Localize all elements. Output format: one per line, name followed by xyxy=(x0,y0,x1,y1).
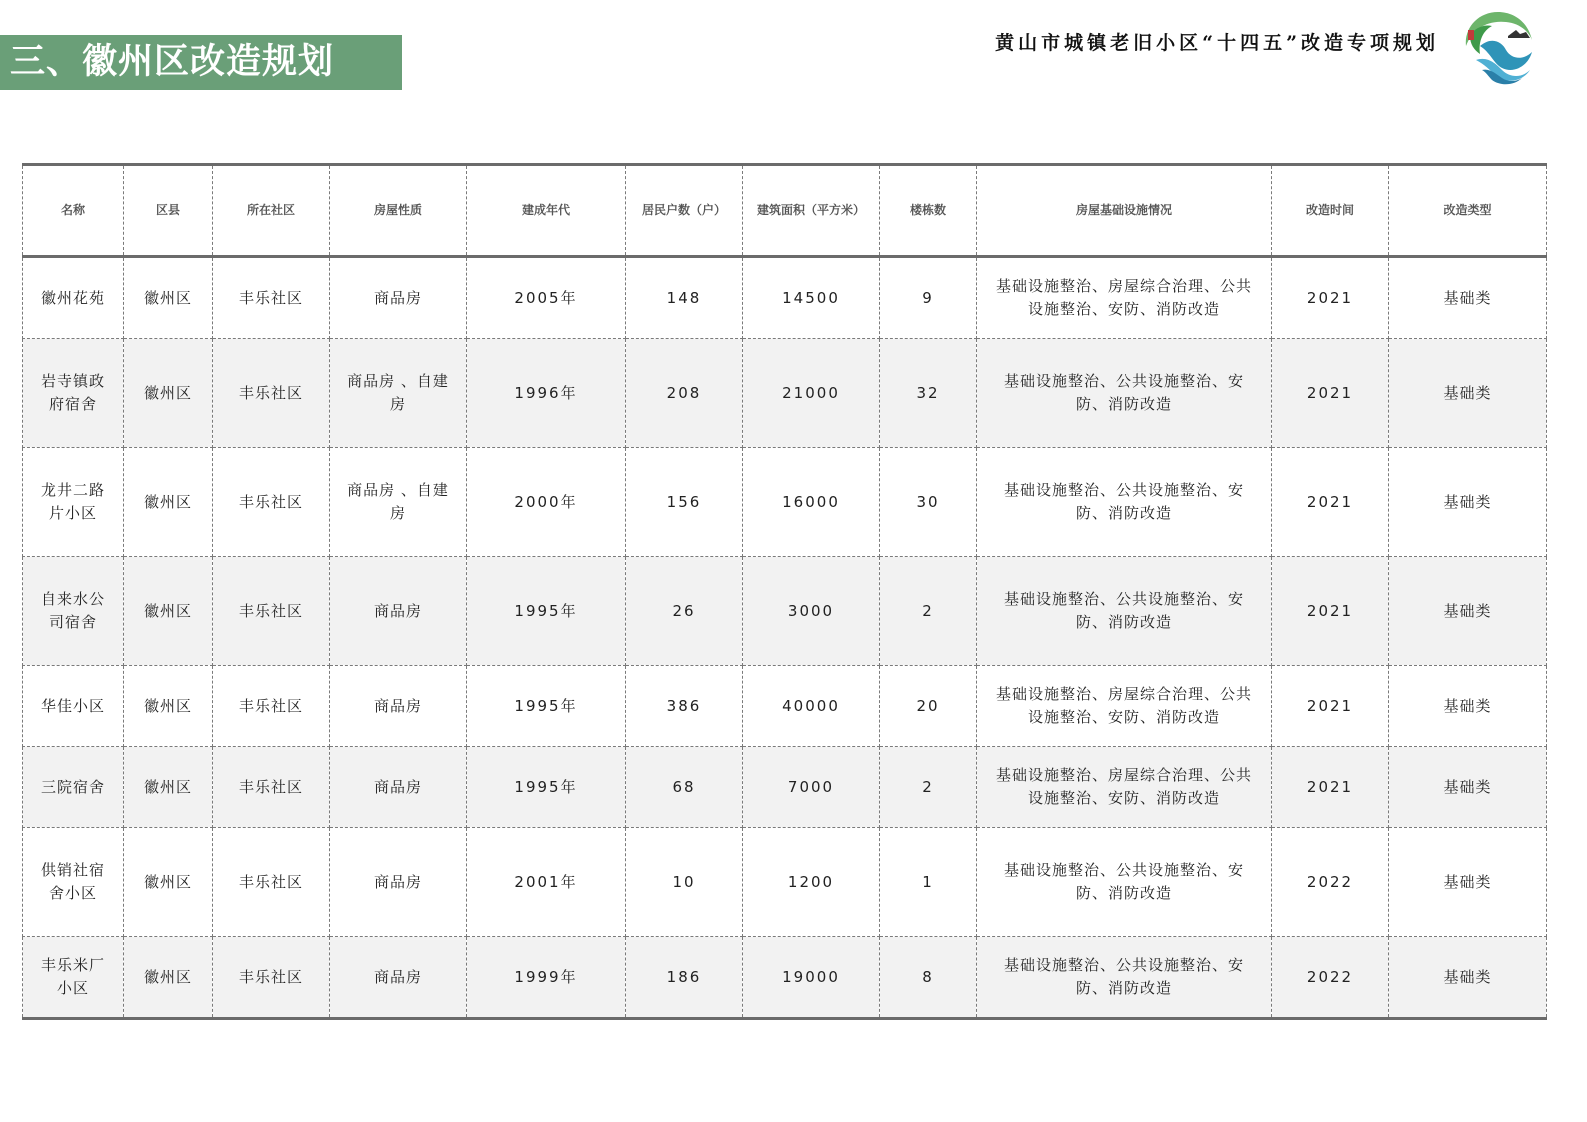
cell-housing-type: 商品房 xyxy=(330,937,467,1019)
cell-community: 丰乐社区 xyxy=(213,828,330,937)
column-header-housing-type: 房屋性质 xyxy=(330,165,467,257)
cell-building-count: 20 xyxy=(880,666,977,747)
cell-floor-area: 16000 xyxy=(743,448,880,557)
cell-name: 华佳小区 xyxy=(23,666,124,747)
column-header-floor-area: 建筑面积（平方米） xyxy=(743,165,880,257)
cell-households: 386 xyxy=(626,666,743,747)
cell-floor-area: 1200 xyxy=(743,828,880,937)
cell-housing-type: 商品房 xyxy=(330,666,467,747)
cell-community: 丰乐社区 xyxy=(213,257,330,339)
cell-facilities: 基础设施整治、公共设施整治、安防、消防改造 xyxy=(977,557,1272,666)
cell-floor-area: 14500 xyxy=(743,257,880,339)
table-header-row xyxy=(23,165,1547,257)
cell-build-year: 1995年 xyxy=(467,747,626,828)
cell-name: 徽州花苑 xyxy=(23,257,124,339)
cell-renovation-type: 基础类 xyxy=(1389,666,1547,747)
renovation-plan-table xyxy=(22,163,1547,1020)
cell-build-year: 1999年 xyxy=(467,937,626,1019)
cell-district: 徽州区 xyxy=(124,557,213,666)
column-header-households: 居民户数（户） xyxy=(626,165,743,257)
cell-name: 丰乐米厂小区 xyxy=(23,937,124,1019)
cell-renovation-time: 2021 xyxy=(1272,448,1389,557)
column-header-renovation-time: 改造时间 xyxy=(1272,165,1389,257)
renovation-plan-table-container xyxy=(22,163,1546,1020)
cell-building-count: 8 xyxy=(880,937,977,1019)
cell-district: 徽州区 xyxy=(124,747,213,828)
cell-renovation-time: 2021 xyxy=(1272,666,1389,747)
cell-facilities: 基础设施整治、公共设施整治、安防、消防改造 xyxy=(977,828,1272,937)
cell-build-year: 2005年 xyxy=(467,257,626,339)
cell-district: 徽州区 xyxy=(124,448,213,557)
cell-facilities: 基础设施整治、房屋综合治理、公共设施整治、安防、消防改造 xyxy=(977,666,1272,747)
cell-renovation-time: 2022 xyxy=(1272,937,1389,1019)
cell-housing-type: 商品房 、自建房 xyxy=(330,339,467,448)
column-header-name: 名称 xyxy=(23,165,124,257)
cell-floor-area: 7000 xyxy=(743,747,880,828)
cell-build-year: 1996年 xyxy=(467,339,626,448)
cell-housing-type: 商品房 xyxy=(330,747,467,828)
cell-households: 156 xyxy=(626,448,743,557)
column-header-building-count: 楼栋数 xyxy=(880,165,977,257)
cell-renovation-type: 基础类 xyxy=(1389,448,1547,557)
cell-building-count: 30 xyxy=(880,448,977,557)
cell-district: 徽州区 xyxy=(124,339,213,448)
cell-build-year: 1995年 xyxy=(467,666,626,747)
cell-district: 徽州区 xyxy=(124,828,213,937)
cell-build-year: 2001年 xyxy=(467,828,626,937)
table-row xyxy=(23,666,1547,747)
cell-community: 丰乐社区 xyxy=(213,747,330,828)
cell-community: 丰乐社区 xyxy=(213,937,330,1019)
cell-households: 208 xyxy=(626,339,743,448)
cell-households: 186 xyxy=(626,937,743,1019)
cell-renovation-time: 2021 xyxy=(1272,747,1389,828)
column-header-renovation-type: 改造类型 xyxy=(1389,165,1547,257)
cell-floor-area: 19000 xyxy=(743,937,880,1019)
cell-facilities: 基础设施整治、公共设施整治、安防、消防改造 xyxy=(977,339,1272,448)
cell-building-count: 2 xyxy=(880,557,977,666)
cell-name: 岩寺镇政府宿舍 xyxy=(23,339,124,448)
cell-building-count: 32 xyxy=(880,339,977,448)
column-header-build-year: 建成年代 xyxy=(467,165,626,257)
table-row xyxy=(23,747,1547,828)
cell-building-count: 9 xyxy=(880,257,977,339)
cell-district: 徽州区 xyxy=(124,937,213,1019)
cell-housing-type: 商品房 、自建房 xyxy=(330,448,467,557)
cell-renovation-type: 基础类 xyxy=(1389,257,1547,339)
cell-households: 26 xyxy=(626,557,743,666)
column-header-community: 所在社区 xyxy=(213,165,330,257)
column-header-district: 区县 xyxy=(124,165,213,257)
section-title-banner: 三、徽州区改造规划 xyxy=(0,35,402,90)
cell-floor-area: 40000 xyxy=(743,666,880,747)
cell-community: 丰乐社区 xyxy=(213,557,330,666)
cell-households: 68 xyxy=(626,747,743,828)
cell-community: 丰乐社区 xyxy=(213,339,330,448)
document-title: 黄山市城镇老旧小区“十四五”改造专项规划 xyxy=(995,32,1439,54)
cell-floor-area: 21000 xyxy=(743,339,880,448)
cell-renovation-type: 基础类 xyxy=(1389,747,1547,828)
cell-community: 丰乐社区 xyxy=(213,666,330,747)
cell-district: 徽州区 xyxy=(124,666,213,747)
table-row xyxy=(23,557,1547,666)
cell-community: 丰乐社区 xyxy=(213,448,330,557)
table-row xyxy=(23,448,1547,557)
cell-households: 10 xyxy=(626,828,743,937)
cell-housing-type: 商品房 xyxy=(330,257,467,339)
column-header-facilities: 房屋基础设施情况 xyxy=(977,165,1272,257)
cell-renovation-type: 基础类 xyxy=(1389,937,1547,1019)
cell-name: 三院宿舍 xyxy=(23,747,124,828)
cell-district: 徽州区 xyxy=(124,257,213,339)
cell-build-year: 1995年 xyxy=(467,557,626,666)
cell-renovation-time: 2021 xyxy=(1272,557,1389,666)
cell-building-count: 2 xyxy=(880,747,977,828)
green-wave-mountain-logo xyxy=(1458,6,1538,86)
cell-name: 自来水公司宿舍 xyxy=(23,557,124,666)
cell-facilities: 基础设施整治、公共设施整治、安防、消防改造 xyxy=(977,448,1272,557)
cell-renovation-type: 基础类 xyxy=(1389,828,1547,937)
cell-households: 148 xyxy=(626,257,743,339)
cell-name: 龙井二路片小区 xyxy=(23,448,124,557)
cell-building-count: 1 xyxy=(880,828,977,937)
cell-renovation-type: 基础类 xyxy=(1389,339,1547,448)
cell-build-year: 2000年 xyxy=(467,448,626,557)
cell-facilities: 基础设施整治、房屋综合治理、公共设施整治、安防、消防改造 xyxy=(977,747,1272,828)
cell-renovation-time: 2021 xyxy=(1272,257,1389,339)
cell-name: 供销社宿舍小区 xyxy=(23,828,124,937)
table-row xyxy=(23,257,1547,339)
cell-facilities: 基础设施整治、房屋综合治理、公共设施整治、安防、消防改造 xyxy=(977,257,1272,339)
table-row xyxy=(23,828,1547,937)
table-row xyxy=(23,339,1547,448)
cell-facilities: 基础设施整治、公共设施整治、安防、消防改造 xyxy=(977,937,1272,1019)
table-row xyxy=(23,937,1547,1019)
cell-housing-type: 商品房 xyxy=(330,557,467,666)
cell-renovation-time: 2022 xyxy=(1272,828,1389,937)
cell-renovation-type: 基础类 xyxy=(1389,557,1547,666)
cell-housing-type: 商品房 xyxy=(330,828,467,937)
cell-floor-area: 3000 xyxy=(743,557,880,666)
cell-renovation-time: 2021 xyxy=(1272,339,1389,448)
